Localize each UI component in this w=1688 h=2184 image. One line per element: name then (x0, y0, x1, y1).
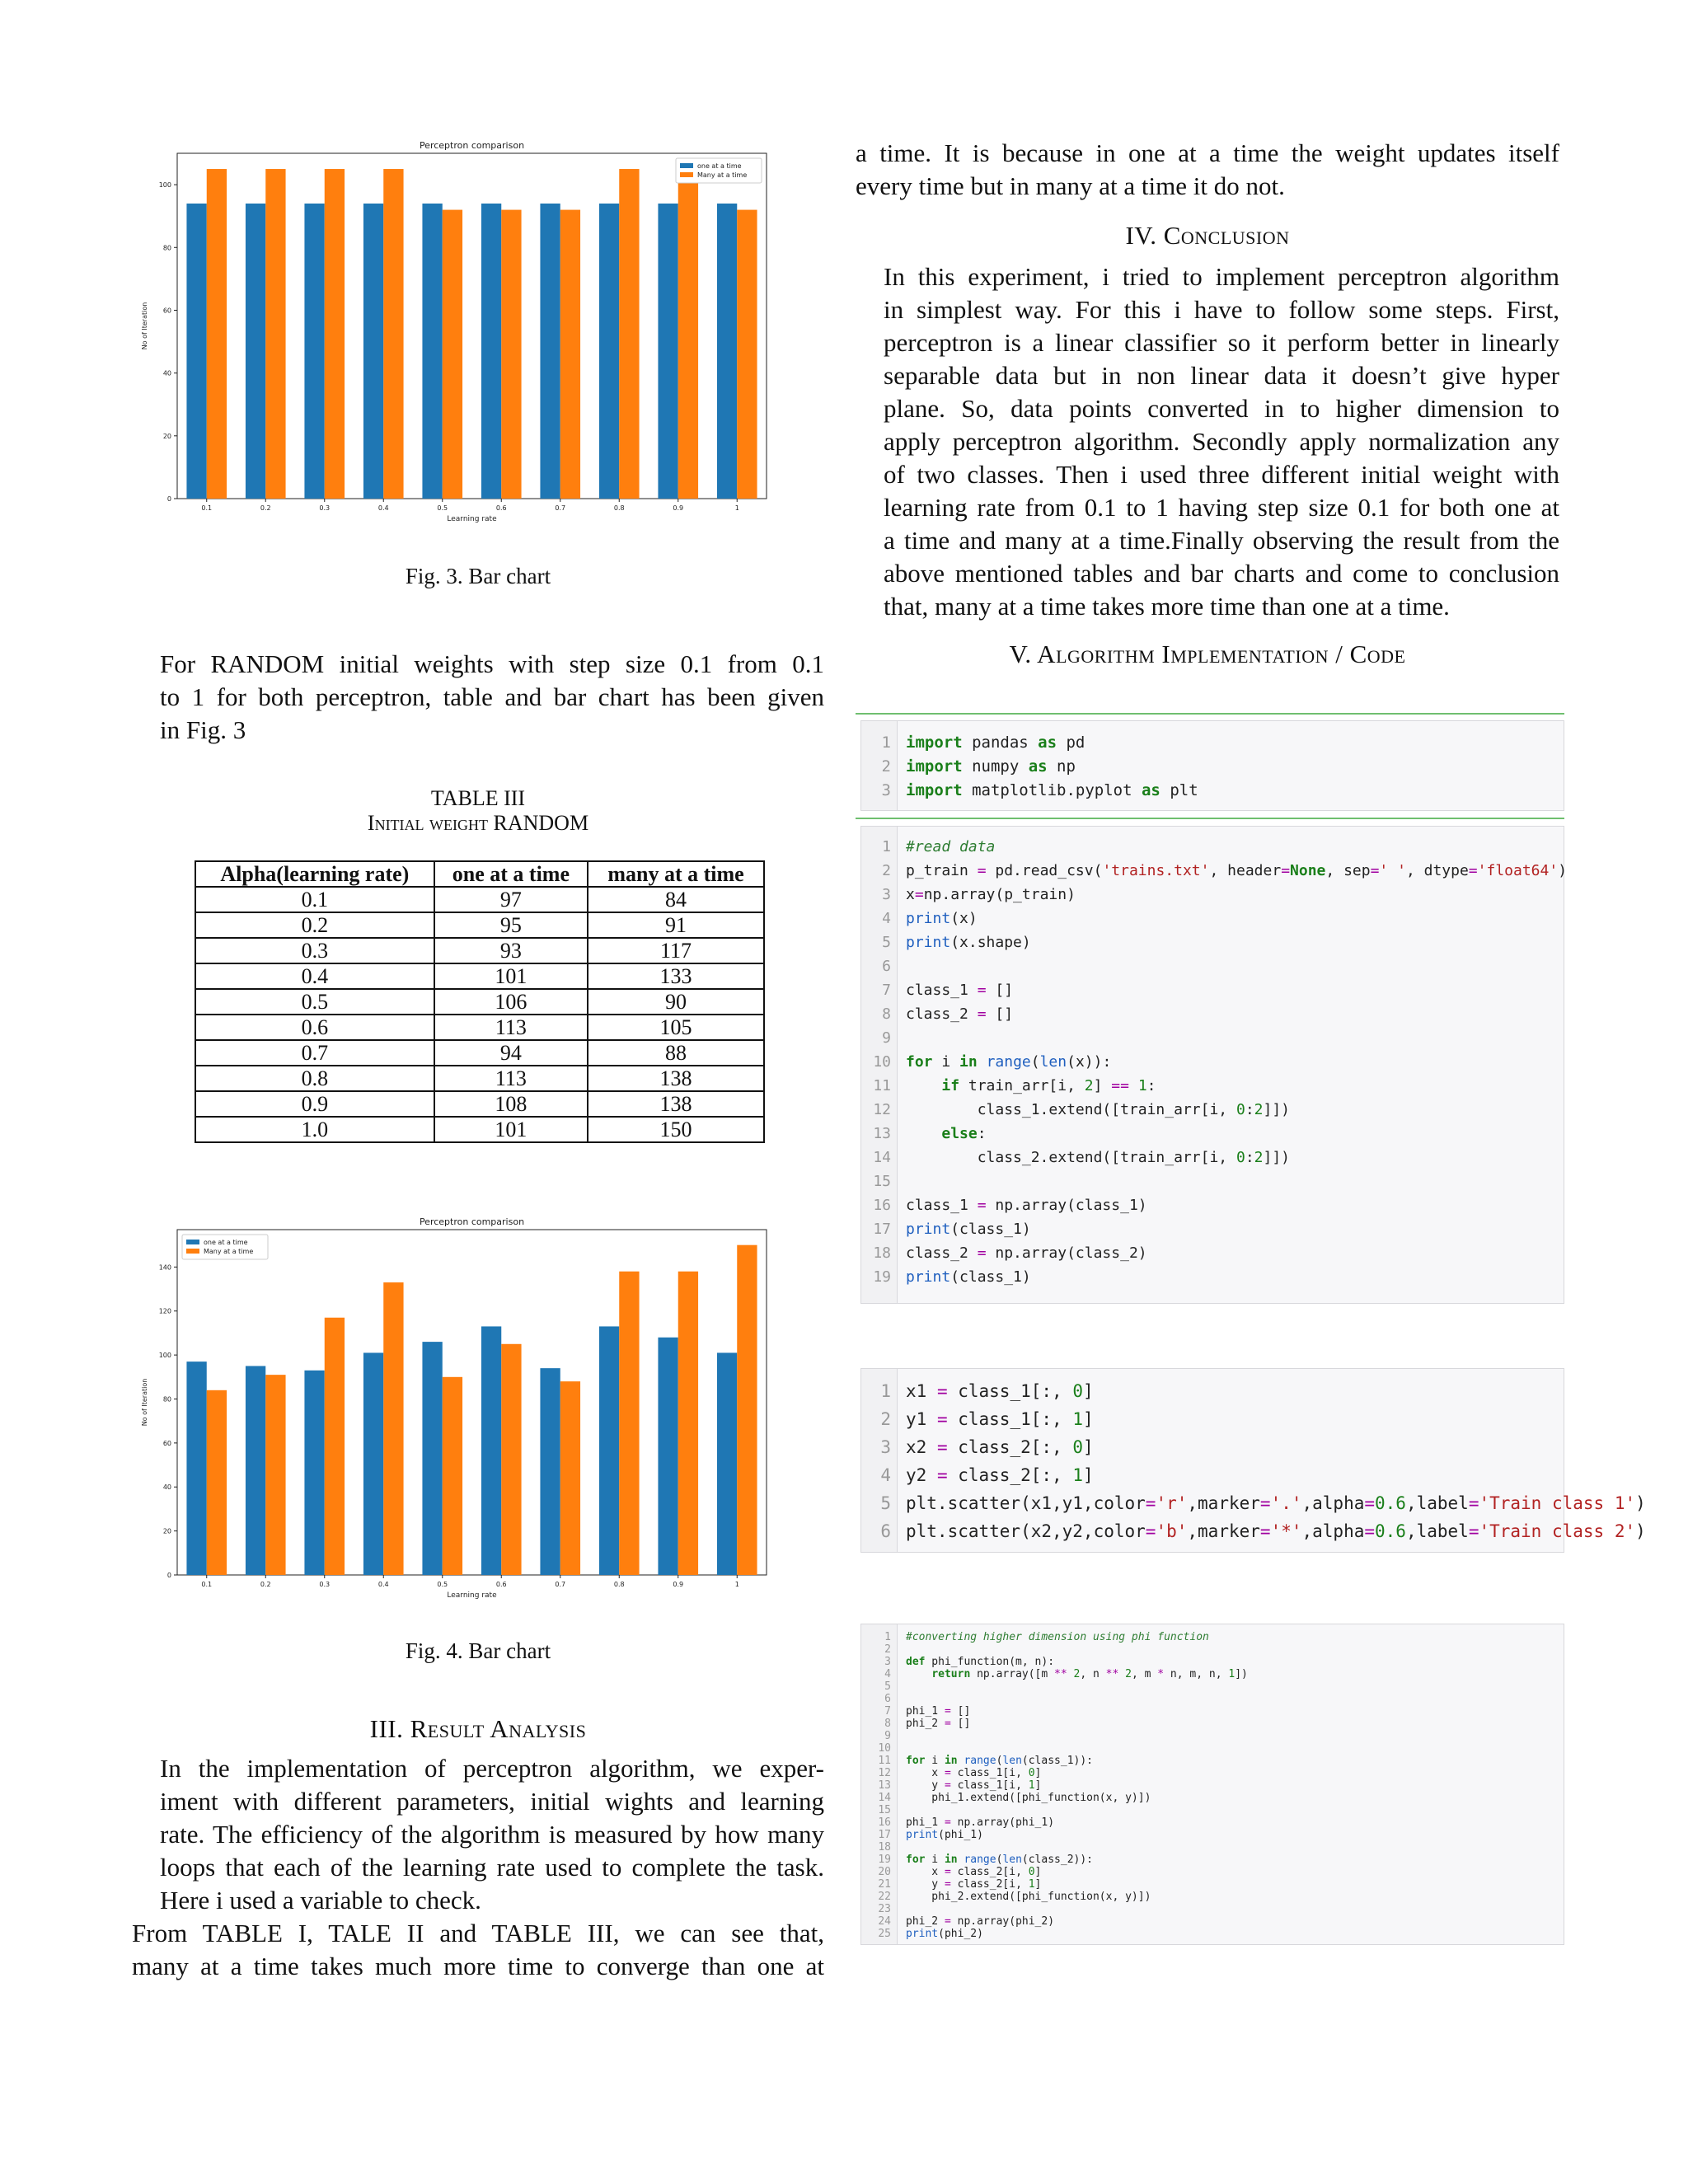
x-tick-label: 0.7 (555, 1581, 566, 1588)
table-cell: 105 (588, 1015, 764, 1040)
y-tick-label: 40 (162, 1483, 171, 1492)
table-cell: 91 (588, 912, 764, 938)
text-line: For RANDOM initial weights with step size 0.1 from 0.1 (160, 649, 824, 678)
code-line (861, 1026, 1564, 1050)
bar (501, 210, 521, 499)
line-number: 16 (878, 1816, 891, 1829)
bar (383, 169, 403, 499)
figure-3-caption: Fig. 3. Bar chart (405, 564, 551, 588)
x-tick-label: 0.8 (613, 504, 625, 512)
table-row (195, 887, 764, 912)
x-tick-label: 0.3 (319, 1581, 331, 1588)
code-line: 7 class_1 = [] (861, 978, 1564, 1002)
line-number: 23 (878, 1903, 891, 1915)
x-tick-label: 0.5 (437, 504, 448, 512)
code-line: 1 #read data (861, 835, 1564, 859)
code-line: 16 phi_1 = np.array(phi_1) (861, 1816, 1564, 1829)
code-line: 4 y2 = class_2[:, 1] (861, 1461, 1564, 1489)
text-line: to 1 for both perceptron, table and bar chart has been given (160, 682, 824, 711)
code-line: 8 class_2 = [] (861, 1002, 1564, 1026)
line-number: 5 (884, 1680, 891, 1693)
table-3-label: TABLE III (430, 786, 526, 810)
code-line: 21 y = class_2[i, 1] (861, 1878, 1564, 1891)
code-line: 3 x=np.array(p_train) (861, 883, 1564, 907)
text-line: apply perceptron algorithm. Secondly apply normalization any (884, 427, 1559, 456)
legend-label: Many at a time (204, 1248, 254, 1255)
code-line: 20 x = class_2[i, 0] (861, 1866, 1564, 1878)
bar (363, 204, 383, 499)
x-tick-label: 0.9 (673, 504, 684, 512)
code-line: 12 class_1.extend([train_arr[i, 0:2]]) (861, 1098, 1564, 1122)
text-line: loops that each of the learning rate used to complete the task. (160, 1853, 824, 1882)
code-line: 2 import numpy as np (861, 755, 1564, 779)
random-weights-paragraph (132, 648, 824, 747)
line-number: 2 (884, 1643, 891, 1656)
line-number: 22 (878, 1891, 891, 1903)
code-block-scatter (860, 1368, 1646, 1553)
code-lines (861, 1624, 1564, 1940)
y-tick-label: 20 (162, 1527, 171, 1535)
table-cell: 0.7 (195, 1040, 434, 1066)
bar (599, 204, 619, 499)
table-cell: 0.1 (195, 887, 434, 912)
code-line (861, 1903, 1564, 1915)
conclusion-paragraph (856, 260, 1559, 623)
line-number: 7 (882, 982, 891, 999)
table-row (195, 1066, 764, 1091)
code-line: 11 for i in range(len(class_1)): (861, 1755, 1564, 1767)
code-line (861, 1730, 1564, 1742)
line-number: 25 (878, 1928, 891, 1940)
bar (422, 1342, 442, 1575)
code-line: 1 #converting higher dimension using phi function (861, 1631, 1564, 1643)
table-row (195, 1091, 764, 1117)
line-number: 4 (884, 1668, 891, 1680)
line-number: 1 (882, 838, 891, 855)
y-tick-label: 0 (166, 1572, 171, 1579)
code-line: 14 class_2.extend([train_arr[i, 0:2]]) (861, 1146, 1564, 1169)
code-line: 8 phi_2 = [] (861, 1718, 1564, 1730)
line-number: 1 (880, 1381, 891, 1401)
table-cell: 84 (588, 887, 764, 912)
line-number: 16 (873, 1197, 891, 1214)
code-line: 1 x1 = class_1[:, 0] (861, 1377, 1564, 1405)
text-line: in Fig. 3 (160, 715, 246, 744)
table-cell: 138 (588, 1091, 764, 1117)
line-number: 3 (884, 1656, 891, 1668)
code-line: 5 print(x.shape) (861, 930, 1564, 954)
line-number: 15 (873, 1173, 891, 1190)
bar (717, 204, 737, 499)
bar (717, 1352, 737, 1575)
chart-title: Perceptron comparison (419, 140, 525, 151)
table-header-cell: many at a time (588, 861, 764, 887)
line-number: 9 (882, 1029, 891, 1047)
y-tick-label: 120 (158, 1307, 171, 1315)
table-row (195, 989, 764, 1015)
section-3-title: III. Result Analysis (369, 1714, 587, 1743)
line-number: 14 (873, 1149, 891, 1166)
code-line (861, 1841, 1564, 1854)
text-line: above mentioned tables and bar charts and come to conclusion (884, 559, 1559, 588)
line-number: 7 (884, 1705, 891, 1718)
legend-label: one at a time (204, 1239, 248, 1246)
bar (443, 1377, 462, 1575)
line-number: 17 (878, 1829, 891, 1841)
text-line: many at a time takes much more time to converge than one at (132, 1952, 824, 1980)
bar-chart-svg (132, 132, 791, 536)
x-tick-label: 0.3 (319, 504, 331, 512)
bar (422, 204, 442, 499)
legend-swatch (186, 1240, 199, 1244)
line-number: 21 (878, 1878, 891, 1891)
y-tick-label: 100 (158, 1352, 171, 1360)
table-cell: 138 (588, 1066, 764, 1091)
code-line: 17 print(phi_1) (861, 1829, 1564, 1841)
result-analysis-paragraph-2 (132, 1917, 824, 1983)
code-line: 2 y1 = class_1[:, 1] (861, 1405, 1564, 1433)
text-line: separable data but in non linear data it doesn’t give hyper (884, 361, 1559, 390)
code-line (861, 954, 1564, 978)
x-tick-label: 0.9 (673, 1581, 684, 1588)
code-line: 13 y = class_1[i, 1] (861, 1779, 1564, 1792)
table-cell: 117 (588, 938, 764, 963)
line-number: 12 (878, 1767, 891, 1779)
bar (443, 210, 462, 499)
left-column (132, 0, 824, 2184)
text-line: plane. So, data points converted in to higher dimension to (884, 394, 1559, 423)
bar (737, 1245, 757, 1575)
line-number: 12 (873, 1101, 891, 1118)
bar (501, 1344, 521, 1575)
y-tick-label: 100 (158, 181, 171, 190)
line-number: 1 (881, 733, 891, 752)
table-cell: 0.3 (195, 938, 434, 963)
table-3 (195, 860, 765, 1143)
code-lines (861, 721, 1564, 803)
bar (383, 1282, 403, 1575)
code-lines (861, 1369, 1646, 1545)
code-line: 4 return np.array([m ** 2, n ** 2, m * n, m, n, 1]) (861, 1668, 1564, 1680)
table-cell: 0.2 (195, 912, 434, 938)
code-line: 17 print(class_1) (861, 1217, 1564, 1241)
section-5-title: V. Algorithm Implementation / Code (1009, 640, 1406, 668)
y-tick-label: 60 (162, 307, 171, 315)
code-line (861, 1693, 1564, 1705)
x-tick-label: 0.1 (201, 1581, 213, 1588)
line-number: 11 (873, 1077, 891, 1094)
line-number: 4 (880, 1465, 891, 1485)
x-tick-label: 0.2 (260, 1581, 271, 1588)
bar (540, 204, 560, 499)
code-line: 13 else: (861, 1122, 1564, 1146)
line-number: 10 (878, 1742, 891, 1755)
line-number: 15 (878, 1804, 891, 1816)
code-line: 19 for i in range(len(class_2)): (861, 1854, 1564, 1866)
bar (363, 1352, 383, 1575)
line-number: 18 (878, 1841, 891, 1854)
line-number: 14 (878, 1792, 891, 1804)
code-rule-top (856, 713, 1564, 715)
figure-4-bar-chart (132, 1208, 791, 1612)
y-tick-label: 140 (158, 1263, 171, 1272)
x-tick-label: 0.5 (437, 1581, 448, 1588)
code-line (861, 1643, 1564, 1656)
line-number: 20 (878, 1866, 891, 1878)
table-cell: 97 (434, 887, 588, 912)
code-line: 1 import pandas as pd (861, 731, 1564, 755)
line-number: 19 (873, 1268, 891, 1286)
line-number: 5 (882, 934, 891, 951)
text-line: that, many at a time takes more time than one at a time. (884, 592, 1450, 621)
y-tick-label: 80 (162, 244, 171, 252)
x-tick-label: 1 (734, 504, 739, 512)
bar (325, 169, 345, 499)
table-row (195, 912, 764, 938)
bar (678, 1272, 698, 1575)
table-cell: 101 (434, 963, 588, 989)
legend-label: one at a time (697, 162, 742, 170)
line-number: 11 (878, 1755, 891, 1767)
bar (737, 210, 757, 499)
table-header-cell: Alpha(learning rate) (195, 861, 434, 887)
line-number: 2 (882, 862, 891, 879)
table-row (195, 963, 764, 989)
table-cell: 150 (588, 1117, 764, 1142)
figure-4-caption: Fig. 4. Bar chart (405, 1638, 551, 1663)
bar (265, 1375, 285, 1575)
line-number: 18 (873, 1244, 891, 1262)
result-analysis-continued (856, 137, 1559, 203)
bar (246, 1366, 265, 1575)
bar (560, 210, 580, 499)
code-line (861, 1742, 1564, 1755)
text-line: Here i used a variable to check. (160, 1886, 481, 1915)
text-line: In this experiment, i tried to implement perceptron algorithm (884, 262, 1559, 291)
chart-title: Perceptron comparison (419, 1216, 525, 1227)
text-line: a time. It is because in one at a time the weight updates itself (856, 138, 1559, 167)
line-number: 8 (882, 1005, 891, 1023)
bar (186, 1361, 206, 1575)
table-cell: 0.6 (195, 1015, 434, 1040)
bar (678, 169, 698, 499)
code-line: 12 x = class_1[i, 0] (861, 1767, 1564, 1779)
y-axis-label: No of Iteration (141, 1378, 148, 1427)
table-3-title: Initial weight RANDOM (367, 811, 589, 835)
table-row (195, 938, 764, 963)
table-3-caption (132, 786, 824, 836)
code-line: 14 phi_1.extend([phi_function(x, y)]) (861, 1792, 1564, 1804)
bar (540, 1368, 560, 1575)
code-block-imports (860, 720, 1564, 811)
code-line (861, 1169, 1564, 1193)
table-cell: 88 (588, 1040, 764, 1066)
x-axis-label: Learning rate (447, 515, 497, 523)
line-number: 9 (884, 1730, 891, 1742)
line-number: 24 (878, 1915, 891, 1928)
line-number: 13 (873, 1125, 891, 1142)
line-number: 5 (880, 1493, 891, 1513)
table-cell: 133 (588, 963, 764, 989)
bar (265, 169, 285, 499)
bar (619, 1272, 639, 1575)
code-line: 7 phi_1 = [] (861, 1705, 1564, 1718)
legend-swatch (680, 172, 693, 177)
table-row (195, 1117, 764, 1142)
line-number: 8 (884, 1718, 891, 1730)
code-block-read-data (860, 826, 1568, 1304)
table-cell: 94 (434, 1040, 588, 1066)
line-number: 1 (884, 1631, 891, 1643)
result-analysis-paragraph (132, 1752, 824, 1917)
code-line: 11 if train_arr[i, 2] == 1: (861, 1074, 1564, 1098)
y-axis-label: No of Iteration (141, 302, 148, 350)
table-cell: 90 (588, 989, 764, 1015)
code-line: 5 plt.scatter(x1,y1,color='r',marker='.',alpha=0.6,label='Train class 1') (861, 1489, 1564, 1517)
text-line: of two classes. Then i used three different initial weight with (884, 460, 1559, 489)
table-cell: 113 (434, 1015, 588, 1040)
table-cell: 0.5 (195, 989, 434, 1015)
line-number: 3 (882, 886, 891, 903)
legend-label: Many at a time (697, 171, 748, 179)
x-tick-label: 0.1 (201, 504, 213, 512)
table-cell: 0.8 (195, 1066, 434, 1091)
y-tick-label: 20 (162, 432, 171, 440)
line-number: 6 (882, 958, 891, 975)
code-line: 3 def phi_function(m, n): (861, 1656, 1564, 1668)
table-cell: 113 (434, 1066, 588, 1091)
code-line (861, 1680, 1564, 1693)
code-line: 4 print(x) (861, 907, 1564, 930)
text-line: In the implementation of perceptron algorithm, we exper- (160, 1754, 824, 1783)
legend-swatch (186, 1249, 199, 1254)
table-row (195, 1040, 764, 1066)
code-block-phi-function (860, 1624, 1564, 1945)
code-line: 25 print(phi_2) (861, 1928, 1564, 1940)
bar (481, 1326, 501, 1575)
table-cell: 95 (434, 912, 588, 938)
bar (246, 204, 265, 499)
x-tick-label: 0.6 (495, 1581, 507, 1588)
code-line: 24 phi_2 = np.array(phi_2) (861, 1915, 1564, 1928)
table-cell: 93 (434, 938, 588, 963)
code-line: 3 x2 = class_2[:, 0] (861, 1433, 1564, 1461)
text-line: perceptron is a linear classifier so it perform better in linearly (884, 328, 1559, 357)
code-line: 6 plt.scatter(x2,y2,color='b',marker='*',alpha=0.6,label='Train class 2') (861, 1517, 1564, 1545)
table-cell: 0.9 (195, 1091, 434, 1117)
figure-3-bar-chart (132, 132, 791, 536)
table-header-cell: one at a time (434, 861, 588, 887)
section-4-title: IV. Conclusion (1125, 221, 1290, 250)
bar (560, 1381, 580, 1575)
bar (619, 169, 639, 499)
code-line: 19 print(class_1) (861, 1265, 1564, 1289)
table-cell: 0.4 (195, 963, 434, 989)
bar (207, 169, 227, 499)
line-number: 4 (882, 910, 891, 927)
bar (304, 204, 324, 499)
line-number: 6 (880, 1521, 891, 1541)
code-line: 16 class_1 = np.array(class_1) (861, 1193, 1564, 1217)
text-line: a time and many at a time.Finally observing the result from the (884, 526, 1559, 555)
line-number: 10 (873, 1053, 891, 1071)
bar (658, 1338, 678, 1575)
x-tick-label: 0.8 (613, 1581, 625, 1588)
line-number: 2 (880, 1409, 891, 1429)
bar (207, 1390, 227, 1575)
code-line (861, 1804, 1564, 1816)
code-line: 22 phi_2.extend([phi_function(x, y)]) (861, 1891, 1564, 1903)
x-tick-label: 0.7 (555, 504, 566, 512)
bar-chart-svg (132, 1208, 791, 1612)
code-line: 2 p_train = pd.read_csv('trains.txt', header=None, sep=' ', dtype='float64') (861, 859, 1564, 883)
y-tick-label: 0 (166, 495, 171, 503)
legend-swatch (680, 163, 693, 168)
text-line: From TABLE I, TALE II and TABLE III, we can see that, (132, 1919, 824, 1947)
x-axis-label: Learning rate (447, 1591, 497, 1600)
text-line: iment with different parameters, initial wights and learning (160, 1787, 824, 1816)
table-cell: 101 (434, 1117, 588, 1142)
y-tick-label: 80 (162, 1395, 171, 1404)
code-lines (861, 827, 1568, 1289)
y-tick-label: 60 (162, 1439, 171, 1447)
line-number: 19 (878, 1854, 891, 1866)
x-tick-label: 0.6 (495, 504, 507, 512)
code-rule-middle (856, 818, 1564, 819)
text-line: in simplest way. For this i have to follow some steps. First, (884, 295, 1559, 324)
text-line: every time but in many at a time it do not. (856, 171, 1285, 200)
bar (599, 1326, 619, 1575)
bar (658, 204, 678, 499)
code-line: 3 import matplotlib.pyplot as plt (861, 779, 1564, 803)
code-line: 18 class_2 = np.array(class_2) (861, 1241, 1564, 1265)
bar (325, 1318, 345, 1575)
line-number: 3 (881, 781, 891, 799)
line-number: 13 (878, 1779, 891, 1792)
table-row (195, 1015, 764, 1040)
bar (304, 1371, 324, 1575)
x-tick-label: 0.4 (377, 504, 389, 512)
line-number: 17 (873, 1221, 891, 1238)
table-cell: 106 (434, 989, 588, 1015)
x-tick-label: 0.4 (377, 1581, 389, 1588)
text-line: rate. The efficiency of the algorithm is measured by how many (160, 1820, 824, 1849)
x-tick-label: 1 (734, 1581, 739, 1588)
bar (186, 204, 206, 499)
line-number: 2 (881, 757, 891, 776)
text-line: learning rate from 0.1 to 1 having step size 0.1 for both one at (884, 493, 1559, 522)
x-tick-label: 0.2 (260, 504, 271, 512)
code-line: 10 for i in range(len(x)): (861, 1050, 1564, 1074)
y-tick-label: 40 (162, 369, 171, 377)
table-cell: 1.0 (195, 1117, 434, 1142)
bar (481, 204, 501, 499)
line-number: 3 (880, 1437, 891, 1457)
table-cell: 108 (434, 1091, 588, 1117)
line-number: 6 (884, 1693, 891, 1705)
